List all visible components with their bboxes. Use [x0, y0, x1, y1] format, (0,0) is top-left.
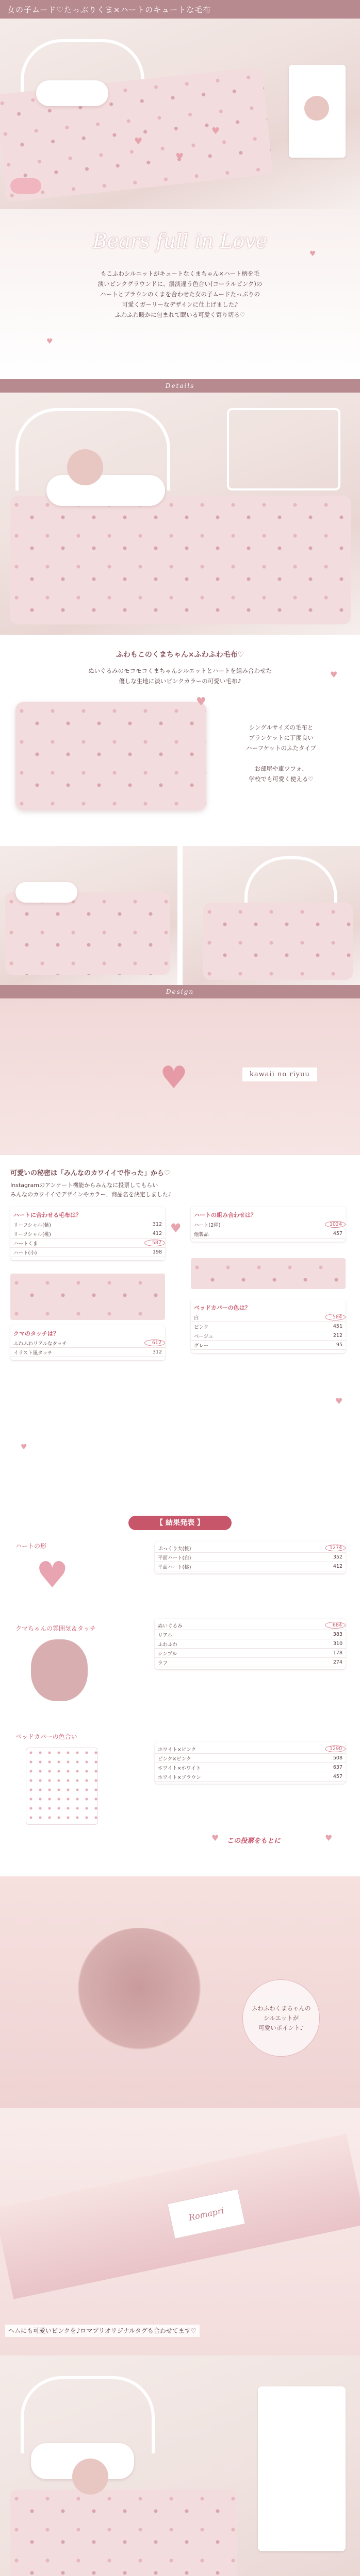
option-name: ホワイト×ホワイト [158, 1765, 201, 1771]
survey-title: クマのタッチは？ [13, 1330, 59, 1337]
result-option [155, 1544, 346, 1553]
page-title: 女の子ムード♡たっぷりくま×ハートのキュートな毛布 [7, 5, 211, 14]
heart-shape-sample: ♥ [36, 1554, 69, 1596]
bear-callout-text: ふわふわくまちゃんの シルエットが 可愛いポイント♪ [251, 2004, 311, 2031]
size-line: シングルサイズの毛布と [249, 724, 314, 731]
bed-photo-left [0, 846, 177, 985]
option-count: 457 [333, 1231, 342, 1236]
bed-blanket [10, 496, 351, 624]
survey-option [10, 1220, 165, 1229]
closeup-hem-photo [0, 2108, 360, 2355]
closeup-bear-photo [0, 1876, 360, 2108]
option-name: ピンク [194, 1324, 209, 1330]
bed-blanket [5, 892, 170, 975]
bed-headboard [21, 2376, 155, 2453]
heart-icon: ♥ [134, 136, 143, 147]
hero-copy-section [0, 209, 360, 379]
survey-option [10, 1229, 165, 1239]
bear-plush [304, 96, 329, 121]
survey-card-heart-combo [191, 1207, 346, 1242]
pattern-swatch [191, 1258, 346, 1289]
option-name: ホワイト×ピンク [158, 1747, 196, 1753]
hero-photo [0, 19, 360, 209]
result-cat-heart: ハートの形 [15, 1543, 47, 1550]
size-line [217, 753, 346, 764]
option-count: 383 [333, 1632, 342, 1637]
option-count: 637 [333, 1765, 342, 1770]
result-option [155, 1553, 346, 1562]
option-count: 508 [333, 1755, 342, 1761]
survey-option [191, 1322, 346, 1331]
option-count: 352 [333, 1554, 342, 1560]
design-label: Design [166, 988, 194, 995]
result-card-heart [155, 1541, 346, 1573]
bed-photos-row [0, 846, 360, 985]
details-line: ぬいぐるみのモコモコくまちゃんシルエットとハートを組み合わせた [88, 667, 272, 674]
details-label: Details [165, 382, 195, 389]
survey-card-bear-touch [10, 1325, 165, 1360]
survey-option [191, 1229, 346, 1239]
option-name: ふわふわ [158, 1641, 178, 1648]
heart-icon: ♥ [211, 126, 220, 137]
hero-line: 淡いピンクグラウンドに、濃淡違う色合い(コーラルピンク)の [97, 280, 263, 287]
option-name: 白 [194, 1315, 199, 1321]
hero-line: ふわふわ暖かに包まれて眠いる可愛く寄り切る♡ [115, 311, 245, 318]
pattern-swatch [10, 1274, 165, 1320]
pillow [36, 80, 108, 106]
design-tag: kawaii no riyuu [242, 1067, 317, 1081]
bear-plush [72, 2459, 108, 2495]
result-option [155, 1658, 346, 1667]
survey-title: ハートに合わせる毛布は？ [13, 1212, 81, 1218]
option-count: 274 [333, 1659, 342, 1665]
size-line: 学校でも可愛く使える♡ [249, 775, 314, 783]
option-count: 412 [333, 1564, 342, 1569]
design-heading: 可愛いの秘密は「みんなのカワイイで作った」から♡ [10, 1170, 170, 1177]
result-option [155, 1562, 346, 1571]
bear-sample [31, 1639, 88, 1701]
design-fabric-photo [0, 985, 360, 1155]
survey-option [10, 1248, 165, 1257]
hero-line: 可愛くガーリーなデザインに仕上げました♪ [122, 301, 238, 308]
result-card-cover [155, 1742, 346, 1784]
option-count: 310 [333, 1641, 342, 1647]
design-label-bar [0, 985, 360, 998]
option-name: ハート(2種) [194, 1222, 221, 1228]
survey-option [191, 1313, 346, 1322]
bed-blanket [203, 903, 353, 980]
option-count: 212 [333, 1333, 342, 1338]
option-count-circled: 584 [325, 1314, 346, 1320]
results-footer: この投票をもとに [227, 1837, 281, 1845]
result-option [155, 1630, 346, 1639]
survey-card-hearts [10, 1207, 165, 1260]
bed-photo-right [183, 846, 360, 985]
option-count: 457 [333, 1774, 342, 1780]
room-photo [0, 2355, 360, 2576]
option-name: 平面ハート(桃) [158, 1564, 191, 1570]
bed-blanket [10, 2489, 237, 2576]
bed-headboard [244, 856, 337, 908]
results-section [0, 1516, 360, 1876]
option-name: リアル [158, 1632, 173, 1638]
page-header [0, 0, 360, 19]
design-survey-section [0, 1155, 360, 1516]
survey-option [10, 1338, 165, 1348]
folded-blanket [15, 702, 206, 810]
survey-option [10, 1239, 165, 1248]
heart-icon: ♥ [335, 1396, 343, 1406]
result-option [155, 1772, 346, 1782]
option-count-circled: 612 [144, 1340, 165, 1346]
result-option [155, 1621, 346, 1630]
option-name: 平面ハート(白) [158, 1555, 191, 1561]
size-line: ブランケットに丁度良い [249, 734, 314, 741]
option-name: ぷっくり大(桃) [158, 1546, 191, 1552]
survey-option [191, 1220, 346, 1229]
heart-icon: ♥ [330, 670, 338, 680]
option-name: グレー [194, 1343, 209, 1349]
result-option [155, 1639, 346, 1649]
result-cat-cover: ベッドカバーの色合い [15, 1733, 77, 1740]
cover-sample [26, 1748, 98, 1825]
bear-closeup [72, 1928, 206, 2062]
heart-icon: ♥ [175, 151, 184, 162]
result-option [155, 1744, 346, 1754]
heart-icon: ♥ [211, 1833, 219, 1843]
option-name: リーフシャル(桃) [13, 1231, 51, 1238]
option-name: リーフシャル(紫) [13, 1222, 51, 1228]
option-name: ふわふわリアルなタッチ [13, 1341, 68, 1347]
heart-icon: ♥ [170, 1221, 182, 1235]
result-option [155, 1754, 346, 1763]
design-copy [10, 1181, 172, 1199]
option-name: シンプル [158, 1651, 177, 1657]
option-name: ハートくま [13, 1241, 38, 1247]
option-count-circled: 1024 [325, 1221, 346, 1228]
hero-line: もこふわシルエットがキュートなくまちゃん×ハート柄を毛 [100, 270, 260, 277]
option-count: 412 [152, 1231, 162, 1236]
details-photo [0, 393, 360, 635]
heart-icon: ♥ [160, 1060, 188, 1096]
heart-icon: ♥ [325, 1833, 333, 1843]
brand-tag-text: Romapri [188, 2205, 225, 2223]
heart-icon: ♥ [21, 1443, 27, 1451]
option-count: 451 [333, 1324, 342, 1329]
survey-title: ハートの組み合わせは？ [194, 1212, 256, 1218]
survey-title: ベッドカバーの色は？ [194, 1304, 251, 1311]
option-name: ハート(小) [13, 1250, 37, 1256]
details-heading: ふわもこのくまちゃん×ふわふわ毛布♡ [116, 651, 244, 659]
details-copy-section [0, 635, 360, 846]
survey-option [191, 1331, 346, 1341]
details-size-copy [217, 722, 346, 784]
option-count-circled: 1290 [325, 1745, 346, 1752]
bear-plush [67, 449, 103, 485]
option-count: 312 [152, 1222, 162, 1227]
option-name: ベージュ [194, 1333, 214, 1340]
heart-icon: ♥ [196, 696, 206, 708]
option-name: イラスト風タッチ [13, 1350, 53, 1356]
results-banner: 【 結果発表 】 [128, 1516, 232, 1530]
option-name: ぬいぐるみ [158, 1623, 183, 1629]
heart-icon: ♥ [309, 250, 316, 258]
hero-script-title: Bears full in Love [92, 230, 268, 252]
pillow [46, 475, 165, 506]
option-count: 178 [333, 1650, 342, 1656]
option-count-circled: 587 [144, 1240, 165, 1246]
details-copy [21, 666, 339, 686]
bear-callout [242, 1979, 320, 2057]
bed-frame [227, 408, 340, 490]
result-option [155, 1763, 346, 1772]
option-name: ラフ [158, 1660, 168, 1666]
option-count-circled: 1274 [325, 1545, 346, 1551]
heart-icon: ♥ [46, 337, 53, 346]
result-card-bear [155, 1619, 346, 1669]
hero-copy [31, 268, 329, 320]
option-count: 198 [152, 1249, 162, 1255]
option-count: 95 [336, 1342, 342, 1348]
survey-option [10, 1348, 165, 1357]
survey-card-cover-color [191, 1299, 346, 1353]
result-option [155, 1649, 346, 1658]
vanity-desk [258, 2386, 346, 2551]
design-line: Instagramのアンケート機能からみんなに投票してもらい [10, 1182, 158, 1189]
details-line: 優しな生地に淡いピンクカラーの可愛い毛布♪ [119, 677, 241, 685]
pillow [15, 882, 77, 903]
hem-caption: ヘムにも可愛いピンクを♪ロマプリオリジナルタグも合わせてます♡ [5, 2325, 200, 2337]
option-name: 他製品 [194, 1231, 209, 1238]
hero-line: ハートとブラウンのくまを合わせた女の子ムードたっぷりの [100, 291, 260, 298]
survey-option [191, 1341, 346, 1350]
option-count-circled: 684 [325, 1622, 346, 1629]
pink-slippers [10, 178, 41, 194]
result-cat-bear: クマちゃんの雰囲気＆タッチ [15, 1625, 96, 1632]
design-line: みんなのカワイイでデザインやカラー、商品名を決定しました♪ [10, 1191, 172, 1198]
option-name: ホワイト×ブラウン [158, 1774, 201, 1781]
option-count: 312 [152, 1349, 162, 1355]
size-line: ハーフケットのふたタイプ [246, 744, 316, 752]
option-name: ピンク×ピンク [158, 1756, 191, 1762]
details-label-bar [0, 379, 360, 393]
size-line: お部屋や車ツフォ、 [254, 765, 308, 772]
